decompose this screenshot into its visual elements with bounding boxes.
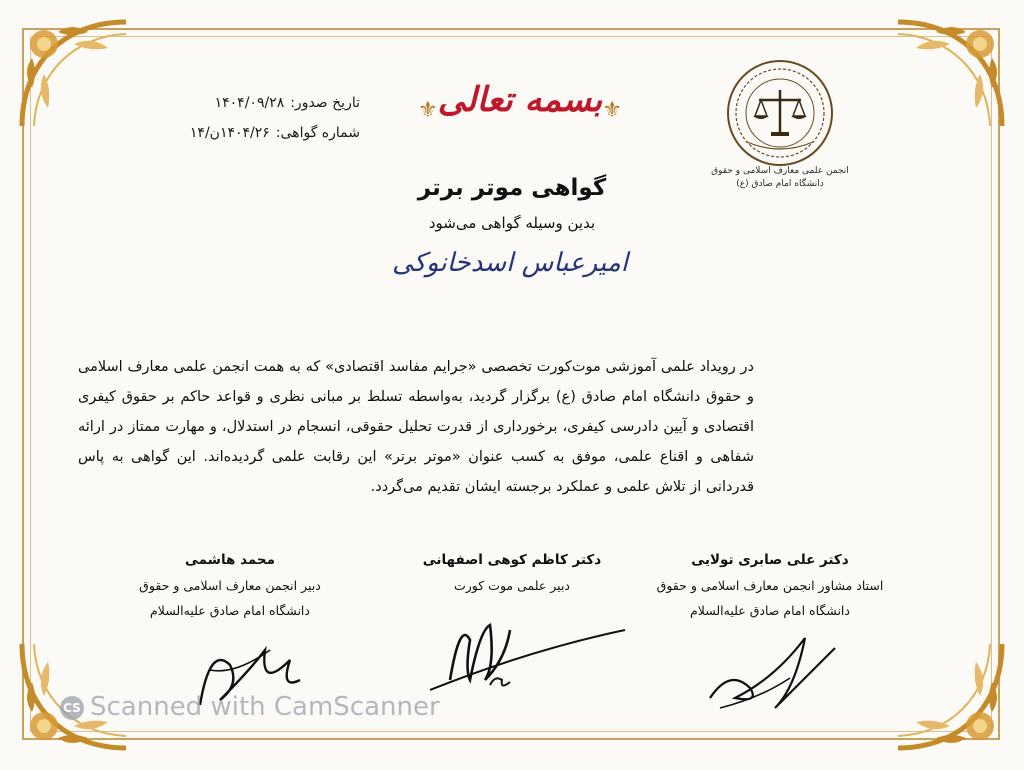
seal-caption-line: انجمن علمی معارف اسلامی و حقوق	[711, 166, 849, 176]
signer-title: استاد مشاور انجمن معارف اسلامی و حقوق	[656, 578, 884, 593]
issue-date-value: ۱۴۰۴/۰۹/۲۸	[214, 95, 285, 111]
issue-date-label: تاریخ صدور:	[290, 95, 360, 111]
cert-number-row	[150, 118, 360, 148]
watermark-text: Scanned with CamScanner	[90, 692, 440, 722]
cert-number-value: ۱۴۰۴/۲۶ن/۱۴	[189, 125, 270, 141]
certificate-title: گواهی موتر برتر	[417, 175, 607, 201]
signer-name: دکتر علی صابری تولایی	[691, 552, 849, 568]
ornament-corner-icon	[890, 636, 1010, 756]
signer-title: دبیر انجمن معارف اسلامی و حقوق	[139, 578, 321, 593]
signer-name: محمد هاشمی	[184, 552, 276, 568]
seal-caption	[705, 165, 855, 191]
signer-name: دکتر کاظم کوهی اصفهانی	[422, 552, 602, 568]
body-paragraph: در رویداد علمی آموزشی موت‌کورت تخصصی «جرایم مفاسد اقتصادی» که به همت انجمن علمی معارف اسلامی و حقوق دانشگاه امام صادق (ع) برگزار گردید، به‌واسطه تسلط بر مبانی نظری و قواعد حاکم بر حقوق کیفری اقتصادی و آیین دادرسی کیفری، برخورداری از قدرت تحلیل حقوقی، انسجام در استدلال، و مهارت ممتاز در ارائه شفاهی و اقناع علمی، موفق به کسب عنوان «موتر برتر» این رقابت علمی گردیده‌اند. این گواهی به پاس قدردانی از تلاش علمی و عملکرد برجسته ایشان تقدیم می‌گردد.	[78, 359, 754, 495]
heading-block	[410, 80, 630, 140]
cert-number-label: شماره گواهی:	[275, 125, 360, 141]
ornament-corner-icon	[890, 14, 1010, 134]
certificate-intro: بدین وسیله گواهی می‌شود	[428, 214, 596, 232]
scales-of-justice-seal-icon	[725, 58, 835, 168]
handwritten-signature-icon	[430, 610, 630, 705]
handwritten-signature-icon	[700, 618, 850, 718]
signature-block-right	[650, 548, 890, 623]
signer-org: دانشگاه امام صادق علیه‌السلام	[150, 603, 310, 618]
signer-org: دانشگاه امام صادق علیه‌السلام	[690, 603, 850, 618]
issue-date-row	[150, 88, 360, 118]
fleur-de-lis-icon: ⚜	[602, 98, 622, 123]
fleur-de-lis-icon: ⚜	[418, 98, 438, 123]
signer-title: دبیر علمی موت کورت	[453, 578, 570, 593]
ornament-corner-icon	[14, 14, 134, 134]
signature-block-left	[110, 548, 350, 623]
recipient-name: امیرعباس اسدخانوکی	[392, 248, 628, 278]
certificate-body	[78, 352, 754, 502]
seal-caption-line: دانشگاه امام صادق (ع)	[736, 179, 824, 189]
issue-meta	[150, 88, 360, 148]
camscanner-watermark	[60, 692, 440, 722]
camscanner-badge: CS	[60, 696, 84, 720]
signature-block-middle	[392, 548, 632, 598]
page-heading: بسمه تعالی	[437, 80, 603, 120]
